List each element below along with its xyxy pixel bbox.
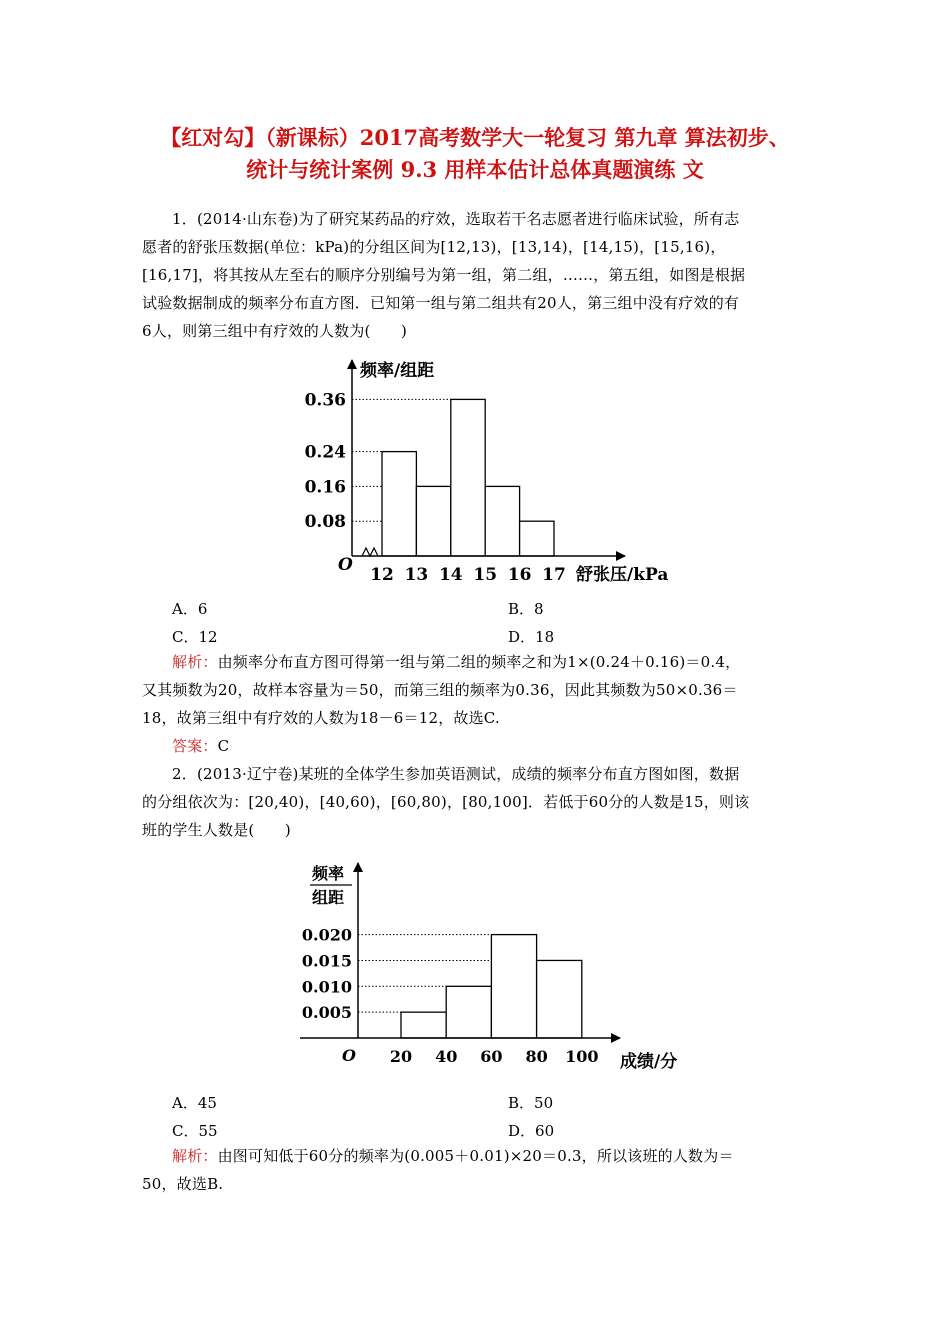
chart-2-origin: O <box>342 1046 356 1065</box>
q2-option-a: A．45 <box>172 1094 217 1112</box>
q2-analysis-label: 解析： <box>172 1147 218 1165</box>
q1-line: [16,17]，将其按从左至右的顺序分别编号为第一组，第二组，……，第五组，如图是根据 <box>142 266 746 284</box>
c1-x-tick-label: 16 <box>507 565 532 585</box>
c2-y-tick-label: 0.015 <box>301 951 352 971</box>
chart-2-xlabel: 成绩/分 <box>620 1052 678 1072</box>
c2-bar-4 <box>537 960 582 1038</box>
q1-analysis-line: 又其频数为20，故样本容量为＝50，而第三组的频率为0.36，因此其频数为50×0.36＝ <box>142 681 738 699</box>
page-title-line2: 统计与统计案例 9.3 用样本估计总体真题演练 文 <box>246 157 704 182</box>
q2-option-b: B．50 <box>508 1094 554 1112</box>
q2-analysis-line: 由图可知低于60分的频率为(0.005＋0.01)×20＝0.3，所以该班的人数为＝ <box>217 1147 734 1165</box>
q2-analysis <box>142 1142 810 1198</box>
q1-option-b: B．8 <box>508 600 544 618</box>
c2-x-tick-label: 20 <box>389 1047 413 1066</box>
q1-option-c: C．12 <box>172 628 218 646</box>
c1-y-tick-label: 0.16 <box>304 477 346 498</box>
chart-1-xlabel: 舒张压/kPa <box>576 565 669 585</box>
q2-option-d: D．60 <box>508 1122 555 1140</box>
q1-answer-label: 答案： <box>172 737 218 755</box>
chart-1-bars <box>382 399 554 556</box>
q1-line: 6人，则第三组中有疗效的人数为( ) <box>142 322 408 340</box>
c2-x-tick-label: 60 <box>480 1047 503 1066</box>
question-1-text <box>142 205 810 345</box>
c2-bar-3 <box>491 935 536 1038</box>
c1-x-tick-label: 12 <box>370 565 394 585</box>
c2-x-tick-label: 80 <box>525 1047 548 1066</box>
q2-analysis-line: 50，故选B. <box>142 1175 224 1193</box>
c1-x-tick-label: 13 <box>404 565 429 585</box>
c1-y-tick-label: 0.24 <box>304 442 346 463</box>
c2-x-tick-label: 100 <box>565 1047 599 1066</box>
chart-1-histogram <box>300 350 680 590</box>
c1-bar-4 <box>485 486 519 556</box>
q1-line: 愿者的舒张压数据(单位：kPa)的分组区间为[12,13)，[13,14)，[14,15)，[15,16)， <box>142 238 726 256</box>
question-2-text <box>142 760 810 844</box>
c2-y-tick-label: 0.005 <box>301 1003 352 1023</box>
c1-bar-2 <box>416 486 450 556</box>
c1-bar-3 <box>451 399 485 556</box>
q1-analysis <box>142 648 810 760</box>
chart-1-x-ticks <box>370 565 566 585</box>
c1-y-tick-label: 0.36 <box>304 390 346 411</box>
chart-2-x-ticks <box>390 1047 599 1066</box>
c2-y-tick-label: 0.020 <box>301 925 352 945</box>
chart-1-ylabel: 频率/组距 <box>360 361 435 381</box>
c2-bar-1 <box>401 1012 446 1038</box>
q2-option-c: C．55 <box>172 1122 218 1140</box>
c1-x-tick-label: 17 <box>542 565 566 585</box>
chart-1-origin: O <box>338 555 353 575</box>
q1-analysis-line: 由频率分布直方图可得第一组与第二组的频率之和为1×(0.24＋0.16)＝0.4， <box>217 653 741 671</box>
c1-x-tick-label: 14 <box>438 565 463 585</box>
q1-line: 试验数据制成的频率分布直方图．已知第一组与第二组共有20人，第三组中没有疗效的有 <box>142 294 740 312</box>
c1-x-tick-label: 15 <box>473 565 498 585</box>
q2-line: 2．(2013·辽宁卷)某班的全体学生参加英语测试，成绩的频率分布直方图如图，数据 <box>172 765 740 783</box>
chart-2-ylabel-denominator: 组距 <box>312 888 345 907</box>
chart-2-y-ticks <box>302 926 352 1023</box>
chart-1-axis-break-icon <box>362 548 378 556</box>
c2-bar-2 <box>446 986 491 1038</box>
page-title-line1: 【红对勾】（新课标）2017高考数学大一轮复习 第九章 算法初步、 <box>160 125 790 150</box>
c2-y-tick-label: 0.010 <box>301 977 352 997</box>
q1-answer-value: C <box>217 737 230 755</box>
q1-analysis-label: 解析： <box>172 653 218 671</box>
chart-1-y-ticks <box>305 390 347 532</box>
q1-line: 1．(2014·山东卷)为了研究某药品的疗效，选取若干名志愿者进行临床试验，所有志 <box>172 210 740 228</box>
chart-2-ylabel-numerator: 频率 <box>312 864 345 883</box>
c1-bar-5 <box>520 521 554 556</box>
q1-option-a: A．6 <box>172 600 208 618</box>
c1-bar-1 <box>382 452 416 556</box>
q2-line: 班的学生人数是( ) <box>142 821 291 839</box>
q1-option-d: D．18 <box>508 628 555 646</box>
c1-y-tick-label: 0.08 <box>304 512 346 533</box>
q1-analysis-line: 18，故第三组中有疗效的人数为18－6＝12，故选C. <box>142 709 500 727</box>
chart-2-histogram <box>290 855 710 1085</box>
c2-x-tick-label: 40 <box>435 1047 458 1066</box>
q2-line: 的分组依次为：[20,40)，[40,60)，[60,80)，[80,100]．若低于60分的人数是15，则该 <box>142 793 750 811</box>
